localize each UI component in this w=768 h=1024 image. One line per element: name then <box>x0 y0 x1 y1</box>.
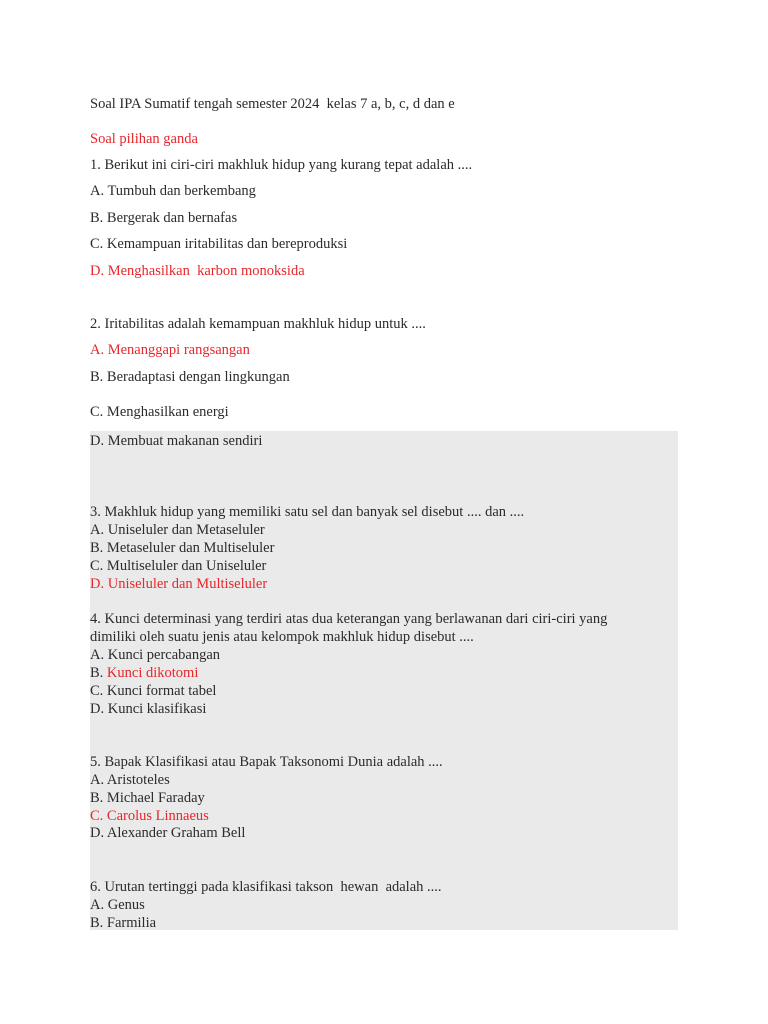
q4-option-b-answer: Kunci dikotomi <box>106 665 199 681</box>
question-3: 3. Makhluk hidup yang memiliki satu sel dan banyak sel disebut .... dan .... <box>90 504 525 520</box>
q5-option-b: B. Michael Faraday <box>90 790 205 806</box>
q4-option-c: C. Kunci format tabel <box>90 683 217 699</box>
q1-option-b: B. Bergerak dan bernafas <box>90 210 238 226</box>
q2-option-c: C. Menghasilkan energi <box>90 404 229 420</box>
question-2: 2. Iritabilitas adalah kemampuan makhluk hidup untuk .... <box>90 316 426 332</box>
q1-option-d-answer: D. Menghasilkan karbon monoksida <box>90 263 305 279</box>
q1-option-c: C. Kemampuan iritabilitas dan bereproduksi <box>90 236 348 252</box>
q6-option-b: B. Farmilia <box>90 915 157 931</box>
q4-option-b-letter: B. <box>90 665 107 681</box>
q4-option-d: D. Kunci klasifikasi <box>90 701 207 717</box>
q2-option-b: B. Beradaptasi dengan lingkungan <box>90 369 290 385</box>
q5-option-d: D. Alexander Graham Bell <box>90 825 246 841</box>
question-6: 6. Urutan tertinggi pada klasifikasi takson hewan adalah .... <box>90 879 442 895</box>
q3-option-b: B. Metaseluler dan Multiseluler <box>90 540 275 556</box>
q6-option-a: A. Genus <box>90 897 145 913</box>
q4-option-b <box>90 664 198 682</box>
q5-option-c-answer: C. Carolus Linnaeus <box>90 808 209 824</box>
question-1: 1. Berikut ini ciri-ciri makhluk hidup yang kurang tepat adalah .... <box>90 157 473 173</box>
q4-option-a: A. Kunci percabangan <box>90 647 221 663</box>
q1-option-a: A. Tumbuh dan berkembang <box>90 183 256 199</box>
section-title: Soal pilihan ganda <box>90 131 198 147</box>
document-header: Soal IPA Sumatif tengah semester 2024 kelas 7 a, b, c, d dan e <box>90 96 455 112</box>
q3-option-c: C. Multiseluler dan Uniseluler <box>90 558 267 574</box>
q2-option-a-answer: A. Menanggapi rangsangan <box>90 342 250 358</box>
question-5: 5. Bapak Klasifikasi atau Bapak Taksonomi Dunia adalah .... <box>90 754 443 770</box>
q3-option-a: A. Uniseluler dan Metaseluler <box>90 522 265 538</box>
question-4: 4. Kunci determinasi yang terdiri atas dua keterangan yang berlawanan dari ciri-ciri yang dimiliki oleh suatu jenis atau kelompok makhluk hidup disebut .... <box>90 611 608 645</box>
q5-option-a: A. Aristoteles <box>90 772 170 788</box>
q3-option-d-answer: D. Uniseluler dan Multiseluler <box>90 576 268 592</box>
q2-option-d: D. Membuat makanan sendiri <box>90 433 263 449</box>
